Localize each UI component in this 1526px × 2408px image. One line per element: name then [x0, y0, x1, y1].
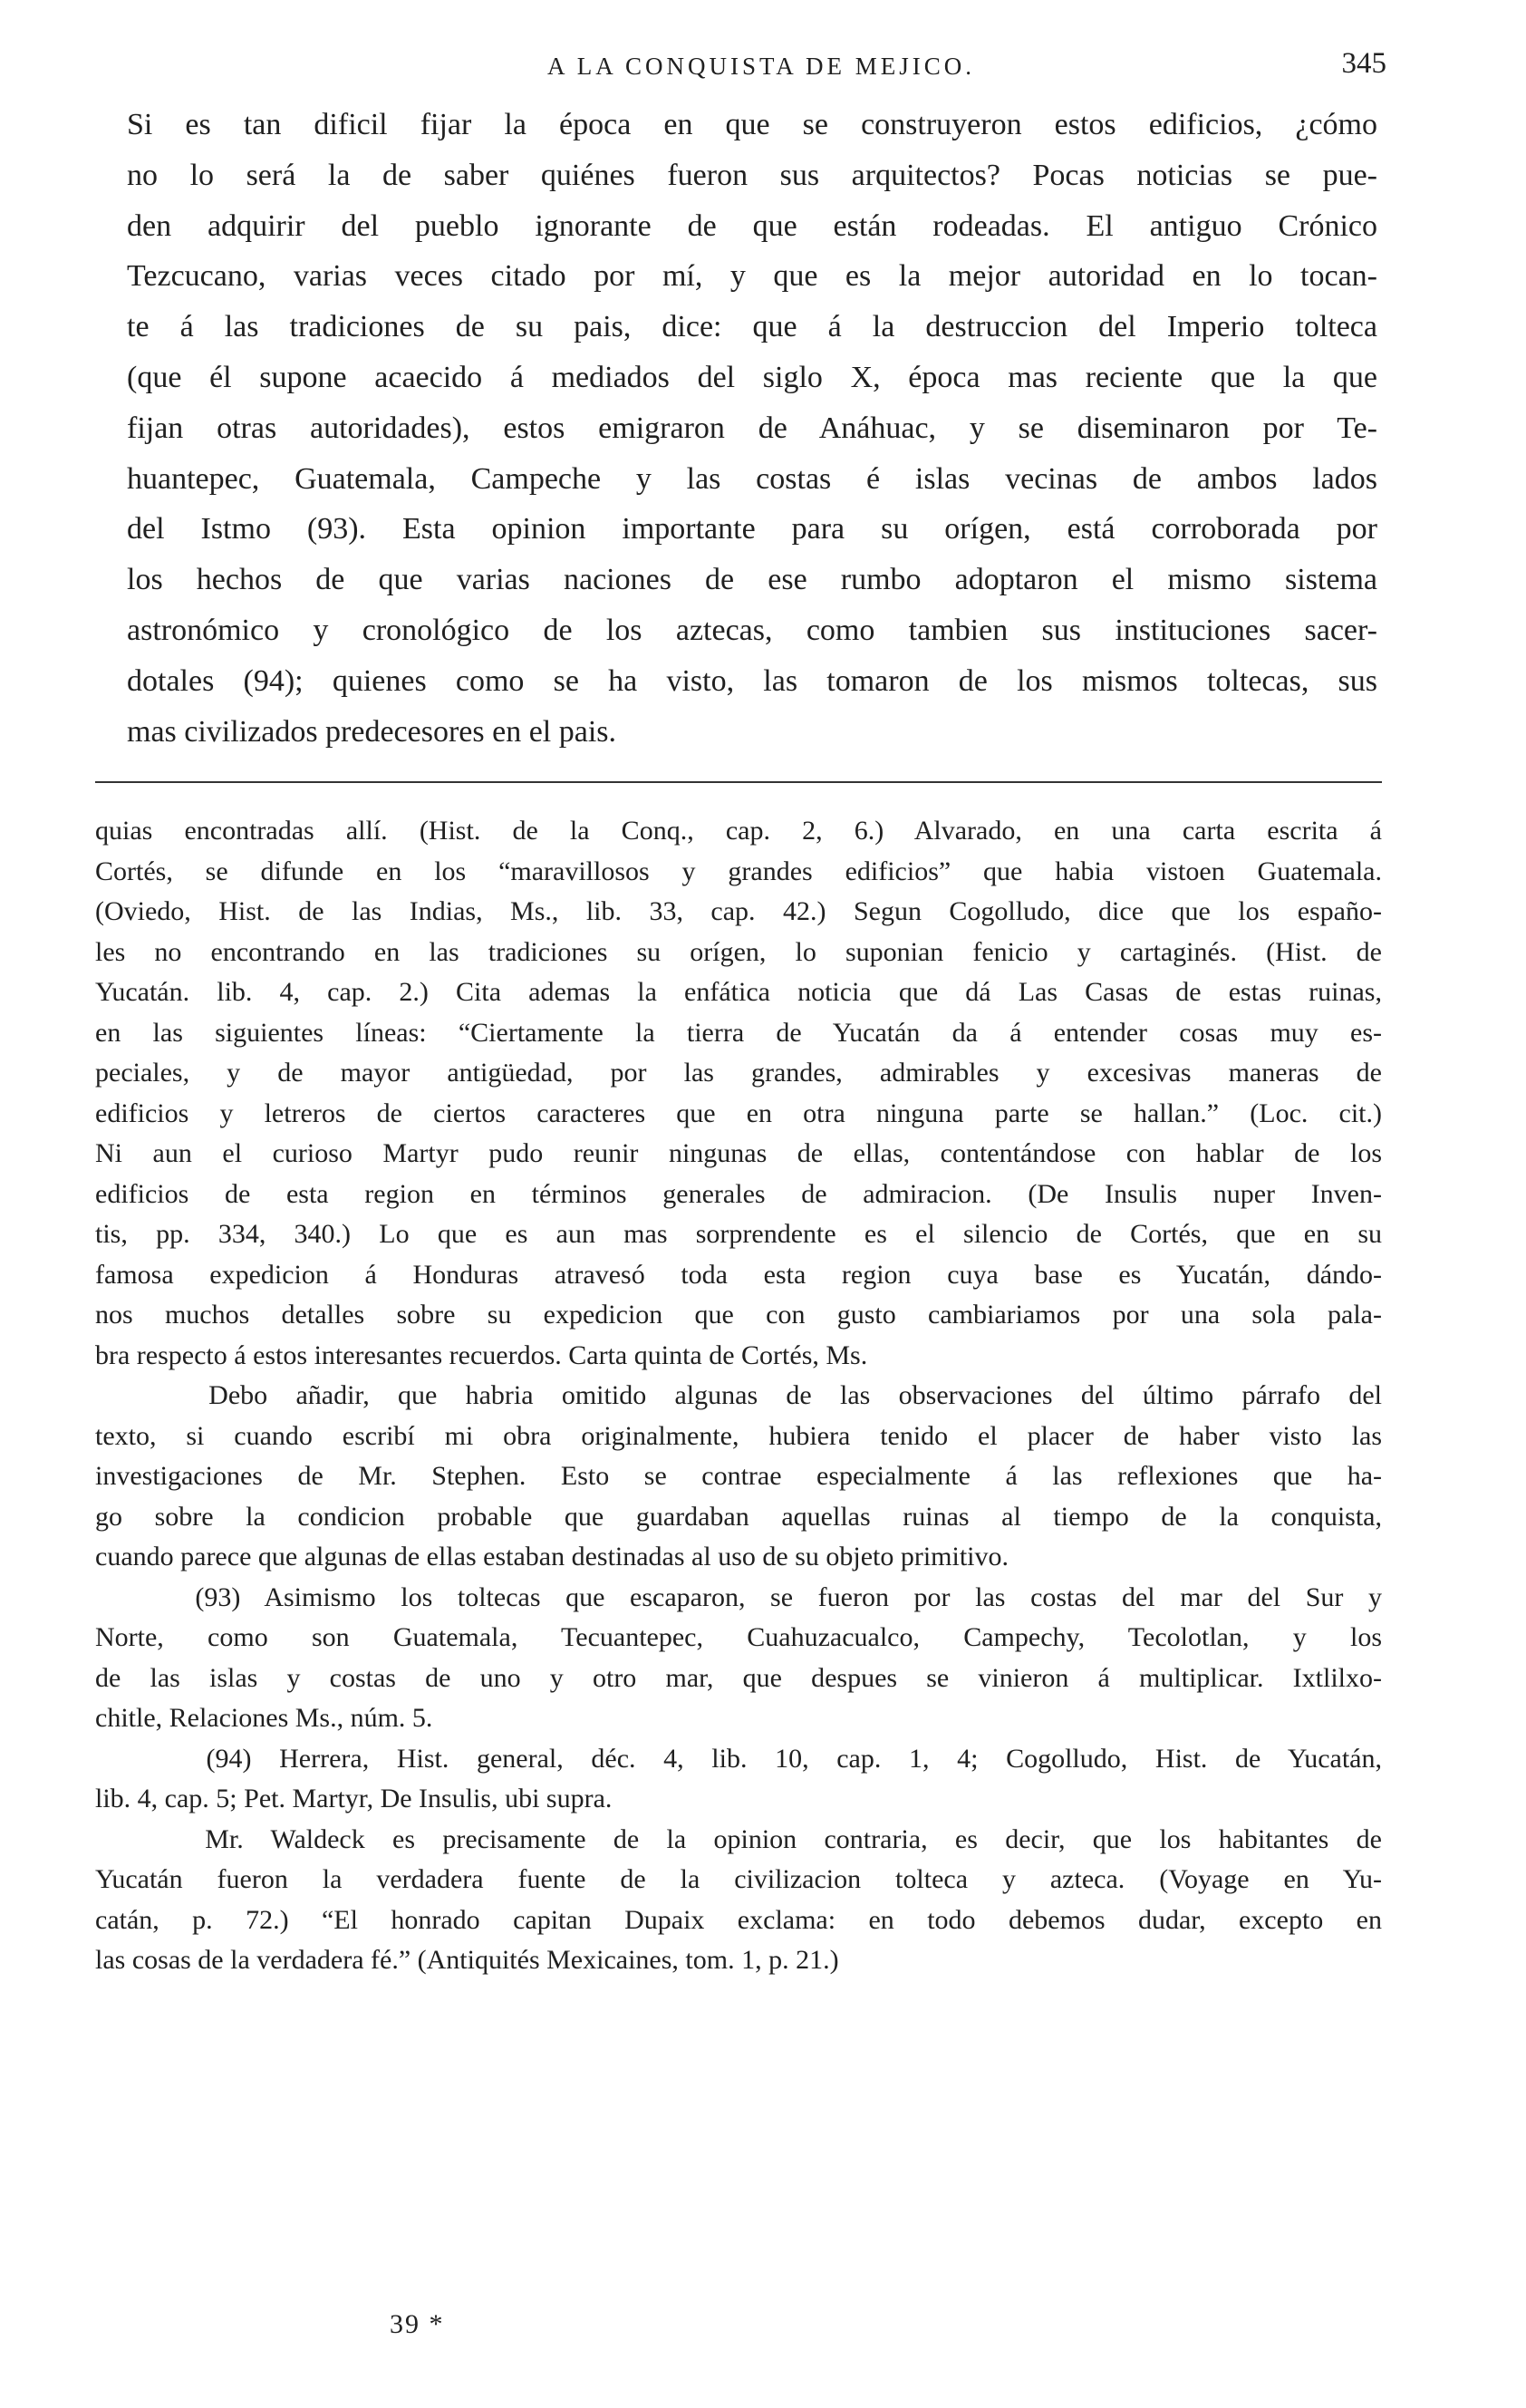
text-line: dotales (94); quienes como se ha visto, las tomaron de los mismos toltecas, sus [127, 663, 1377, 698]
note-line: chitle, Relaciones Ms., núm. 5. [95, 1703, 433, 1733]
note-line: catán, p. 72.) “El honrado capitan Dupaix exclama: en todo debemos dudar, excepto en [95, 1904, 1382, 1935]
text-line: den adquirir del pueblo ignorante de que están rodeadas. El antiguo Crónico [127, 208, 1377, 243]
note-line: famosa expedicion á Honduras atravesó toda esta region cuya base es Yucatán, dándo- [95, 1259, 1382, 1290]
text-line: Si es tan dificil fijar la época en que se construyeron estos edificios, ¿cómo [127, 108, 1377, 141]
note-line: edificios de esta region en términos generales de admiracion. (De Insulis nuper Inven- [95, 1178, 1382, 1209]
text-line: te á las tradiciones de su pais, dice: que á la destruccion del Imperio tolteca [127, 310, 1377, 344]
note-line: en las siguientes líneas: “Ciertamente la tierra de Yucatán da á entender cosas muy es- [95, 1017, 1382, 1048]
note-line: las cosas de la verdadera fé.” (Antiquités Mexicaines, tom. 1, p. 21.) [95, 1945, 839, 1975]
note-line: lib. 4, cap. 5; Pet. Martyr, De Insulis, ubi supra. [95, 1784, 613, 1813]
note-line: tis, pp. 334, 340.) Lo que es aun mas sorprendente es el silencio de Cortés, que en su [95, 1219, 1382, 1249]
signature-mark: 39 * [390, 2309, 445, 2339]
text-line: no lo será la de saber quiénes fueron sus arquitectos? Pocas noticias se pue- [127, 158, 1377, 192]
note-line: Mr. Waldeck es precisamente de la opinion contraria, es decir, que los habitantes de [95, 1823, 1382, 1854]
note-line: texto, si cuando escribí mi obra originalmente, hubiera tenido el placer de haber visto las [95, 1420, 1382, 1451]
text-line: (que él supone acaecido á mediados del siglo X, época mas reciente que la que [127, 360, 1377, 394]
note-line: (93) Asimismo los toltecas que escaparon, se fueron por las costas del mar del Sur y [95, 1581, 1382, 1612]
note-line: peciales, y de mayor antigüedad, por las grandes, admirables y excesivas maneras de [95, 1058, 1382, 1088]
note-line: Ni aun el curioso Martyr pudo reunir ningunas de ellas, contentándose con hablar de los [95, 1138, 1382, 1168]
note-line: Yucatán fueron la verdadera fuente de la civilizacion tolteca y azteca. (Voyage en Yu- [95, 1864, 1382, 1894]
text-line: Tezcucano, varias veces citado por mí, y que es la mejor autoridad en lo tocan- [127, 259, 1377, 294]
text-line: mas civilizados predecesores en el pais. [127, 714, 617, 749]
text-line: astronómico y cronológico de los aztecas, como tambien sus instituciones sacer- [127, 613, 1377, 647]
note-line: edificios y letreros de ciertos caracteres que en otra ninguna parte se hallan.” (Loc. cit.) [95, 1098, 1382, 1128]
note-line: les no encontrando en las tradiciones su orígen, lo suponian fenicio y cartaginés. (Hist. de [95, 936, 1382, 967]
note-line: (94) Herrera, Hist. general, déc. 4, lib. 10, cap. 1, 4; Cogolludo, Hist. de Yucatán, [95, 1743, 1382, 1774]
note-line: investigaciones de Mr. Stephen. Esto se contrae especialmente á las reflexiones que ha- [95, 1461, 1382, 1491]
footnote-divider [95, 781, 1382, 783]
text-line: los hechos de que varias naciones de ese rumbo adoptaron el mismo sistema [127, 563, 1377, 597]
note-line: quias encontradas allí. (Hist. de la Conq., cap. 2, 6.) Alvarado, en una carta escrita á [95, 816, 1382, 846]
text-line: huantepec, Guatemala, Campeche y las costas é islas vecinas de ambos lados [127, 461, 1377, 496]
text-line: fijan otras autoridades), estos emigraron de Anáhuac, y se diseminaron por Te- [127, 411, 1377, 445]
note-line: nos muchos detalles sobre su expedicion que con gusto cambiariamos por una sola pala- [95, 1300, 1382, 1330]
main-text [127, 100, 1377, 757]
note-line: go sobre la condicion probable que guardaban aquellas ruinas al tiempo de la conquista, [95, 1501, 1382, 1532]
text-line: del Istmo (93). Esta opinion importante para su orígen, está corroborada por [127, 512, 1377, 546]
note-line: Debo añadir, que habria omitido algunas de las observaciones del último párrafo del [95, 1380, 1382, 1410]
running-head: A LA CONQUISTA DE MEJICO. [546, 53, 976, 80]
note-line: cuando parece que algunas de ellas estaban destinadas al uso de su objeto primitivo. [95, 1542, 1009, 1571]
note-line: Norte, como son Guatemala, Tecuantepec, Cuahuzacualco, Campechy, Tecolotlan, y los [95, 1622, 1382, 1652]
note-line: Cortés, se difunde en los “maravillosos y grandes edificios” que habia vistoen Guatemala. [95, 856, 1382, 886]
page-header [127, 47, 1396, 89]
note-line: bra respecto á estos interesantes recuerdos. Carta quinta de Cortés, Ms. [95, 1339, 868, 1370]
note-line: Yucatán. lib. 4, cap. 2.) Cita ademas la enfática noticia que dá Las Casas de estas ruinas, [95, 977, 1382, 1007]
note-line: de las islas y costas de uno y otro mar, que despues se vinieron á multiplicar. Ixtlilxo- [95, 1662, 1382, 1693]
page-number: 345 [1341, 47, 1386, 80]
footnotes [95, 811, 1382, 1981]
note-line: (Oviedo, Hist. de las Indias, Ms., lib. 33, cap. 42.) Segun Cogolludo, dice que los españo- [95, 896, 1382, 926]
